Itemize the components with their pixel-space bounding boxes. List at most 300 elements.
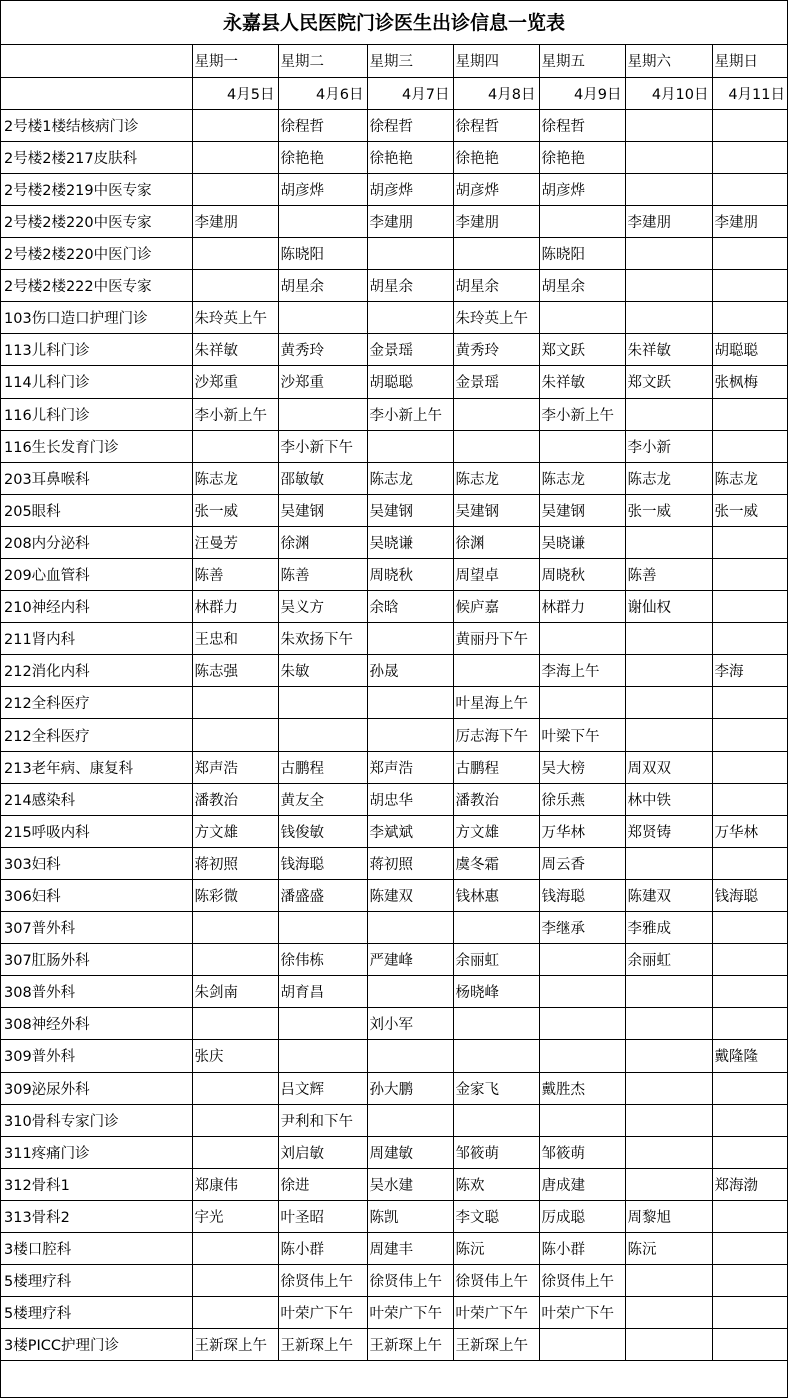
doctor-cell: 戴胜杰 <box>539 1072 625 1104</box>
doctor-cell: 吕文辉 <box>278 1072 367 1104</box>
doctor-cell: 陈沅 <box>625 1232 712 1264</box>
doctor-cell <box>539 302 625 334</box>
doctor-cell: 沙郑重 <box>192 366 278 398</box>
doctor-cell: 周建敏 <box>367 1136 453 1168</box>
table-row <box>1 1297 788 1329</box>
doctor-cell: 候庐嘉 <box>453 591 539 623</box>
doctor-cell: 金家飞 <box>453 1072 539 1104</box>
doctor-cell: 徐渊 <box>278 526 367 558</box>
doctor-cell: 李海 <box>712 655 788 687</box>
doctor-cell: 叶梁下午 <box>539 719 625 751</box>
doctor-cell: 周黎旭 <box>625 1200 712 1232</box>
doctor-cell: 陈小群 <box>278 1232 367 1264</box>
doctor-cell: 李建朋 <box>712 205 788 237</box>
doctor-cell <box>278 1040 367 1072</box>
doctor-cell <box>453 238 539 270</box>
doctor-cell <box>453 912 539 944</box>
doctor-cell: 徐贤伟上午 <box>539 1265 625 1297</box>
table-row <box>1 366 788 398</box>
doctor-cell: 叶星海上午 <box>453 687 539 719</box>
date-header-row <box>1 77 788 109</box>
doctor-cell: 朱祥敏 <box>625 334 712 366</box>
doctor-cell <box>278 398 367 430</box>
doctor-cell: 汪曼芳 <box>192 526 278 558</box>
doctor-cell <box>625 719 712 751</box>
date-header: 4月11日 <box>712 77 788 109</box>
doctor-cell: 吴建钢 <box>539 494 625 526</box>
doctor-cell <box>625 173 712 205</box>
doctor-cell: 徐伟栋 <box>278 944 367 976</box>
doctor-cell: 李建朋 <box>453 205 539 237</box>
doctor-cell: 沙郑重 <box>278 366 367 398</box>
table-row <box>1 751 788 783</box>
department-cell: 5楼理疗科 <box>1 1297 192 1329</box>
doctor-cell: 王新琛上午 <box>192 1329 278 1361</box>
department-cell: 116儿科门诊 <box>1 398 192 430</box>
doctor-cell: 林中铁 <box>625 783 712 815</box>
doctor-cell <box>625 655 712 687</box>
doctor-cell: 徐贤伟上午 <box>278 1265 367 1297</box>
doctor-cell <box>367 430 453 462</box>
doctor-cell: 陈晓阳 <box>278 238 367 270</box>
doctor-cell: 李雅成 <box>625 912 712 944</box>
doctor-cell: 邹筱萌 <box>453 1136 539 1168</box>
doctor-cell: 周双双 <box>625 751 712 783</box>
department-cell: 309普外科 <box>1 1040 192 1072</box>
doctor-cell <box>539 205 625 237</box>
table-row <box>1 334 788 366</box>
doctor-cell: 陈沅 <box>453 1232 539 1264</box>
doctor-cell: 吴晓谦 <box>367 526 453 558</box>
doctor-cell: 徐艳艳 <box>539 141 625 173</box>
doctor-cell: 李小新上午 <box>367 398 453 430</box>
doctor-cell: 谢仙权 <box>625 591 712 623</box>
doctor-cell: 陈志龙 <box>712 462 788 494</box>
table-row <box>1 109 788 141</box>
doctor-cell <box>192 1265 278 1297</box>
doctor-cell: 徐贤伟上午 <box>367 1265 453 1297</box>
doctor-cell: 张枫梅 <box>712 366 788 398</box>
doctor-cell: 徐程哲 <box>367 109 453 141</box>
doctor-cell <box>192 1232 278 1264</box>
department-cell: 215呼吸内科 <box>1 815 192 847</box>
doctor-cell: 郑海渤 <box>712 1168 788 1200</box>
doctor-cell: 潘教治 <box>453 783 539 815</box>
doctor-cell: 杨晓峰 <box>453 976 539 1008</box>
department-cell: 2号楼2楼219中医专家 <box>1 173 192 205</box>
doctor-cell <box>712 751 788 783</box>
doctor-cell: 方文雄 <box>453 815 539 847</box>
doctor-cell: 孙大鹏 <box>367 1072 453 1104</box>
doctor-cell: 黄丽丹下午 <box>453 623 539 655</box>
date-header: 4月6日 <box>278 77 367 109</box>
doctor-cell: 钱海聪 <box>539 879 625 911</box>
doctor-cell <box>625 1008 712 1040</box>
table-row <box>1 173 788 205</box>
department-cell: 113儿科门诊 <box>1 334 192 366</box>
doctor-cell: 余丽虹 <box>453 944 539 976</box>
doctor-cell: 陈彩微 <box>192 879 278 911</box>
doctor-cell <box>367 238 453 270</box>
doctor-cell: 王新琛上午 <box>367 1329 453 1361</box>
doctor-cell: 邹筱萌 <box>539 1136 625 1168</box>
table-row <box>1 270 788 302</box>
doctor-cell: 宇光 <box>192 1200 278 1232</box>
date-header: 4月9日 <box>539 77 625 109</box>
doctor-cell <box>192 687 278 719</box>
doctor-cell <box>712 141 788 173</box>
table-row <box>1 559 788 591</box>
table-row <box>1 687 788 719</box>
doctor-cell: 陈建双 <box>367 879 453 911</box>
department-cell: 2号楼1楼结核病门诊 <box>1 109 192 141</box>
doctor-cell <box>278 687 367 719</box>
doctor-cell <box>712 783 788 815</box>
doctor-cell: 张庆 <box>192 1040 278 1072</box>
table-row <box>1 141 788 173</box>
weekday-header: 星期二 <box>278 45 367 77</box>
department-cell: 3楼PICC护理门诊 <box>1 1329 192 1361</box>
doctor-cell: 徐程哲 <box>539 109 625 141</box>
table-row <box>1 238 788 270</box>
table-row <box>1 1136 788 1168</box>
doctor-cell: 王忠和 <box>192 623 278 655</box>
doctor-cell: 陈志龙 <box>367 462 453 494</box>
department-cell: 116生长发育门诊 <box>1 430 192 462</box>
doctor-cell <box>192 912 278 944</box>
doctor-cell <box>625 1072 712 1104</box>
doctor-cell: 朱祥敏 <box>539 366 625 398</box>
doctor-cell: 钱海聪 <box>712 879 788 911</box>
doctor-cell: 胡星余 <box>278 270 367 302</box>
doctor-cell: 陈晓阳 <box>539 238 625 270</box>
header-corner <box>1 45 192 77</box>
doctor-cell <box>367 1040 453 1072</box>
doctor-cell <box>625 1297 712 1329</box>
doctor-cell: 古鹏程 <box>278 751 367 783</box>
doctor-cell: 厉成聪 <box>539 1200 625 1232</box>
department-cell: 209心血管科 <box>1 559 192 591</box>
doctor-cell: 吴建钢 <box>278 494 367 526</box>
doctor-cell: 李建朋 <box>625 205 712 237</box>
doctor-cell: 虞冬霜 <box>453 847 539 879</box>
doctor-cell: 周云香 <box>539 847 625 879</box>
doctor-cell <box>192 1297 278 1329</box>
doctor-cell <box>453 655 539 687</box>
table-row <box>1 1329 788 1361</box>
table-row <box>1 1104 788 1136</box>
date-header: 4月10日 <box>625 77 712 109</box>
doctor-cell: 徐程哲 <box>453 109 539 141</box>
doctor-cell: 周建丰 <box>367 1232 453 1264</box>
doctor-cell <box>192 1136 278 1168</box>
doctor-cell: 李小新上午 <box>192 398 278 430</box>
doctor-cell: 刘小军 <box>367 1008 453 1040</box>
doctor-cell: 胡聪聪 <box>367 366 453 398</box>
doctor-cell <box>539 687 625 719</box>
page-title: 永嘉县人民医院门诊医生出诊信息一览表 <box>1 1 787 45</box>
doctor-cell <box>625 1329 712 1361</box>
doctor-cell: 孙晟 <box>367 655 453 687</box>
doctor-cell <box>712 398 788 430</box>
doctor-cell: 陈欢 <box>453 1168 539 1200</box>
department-cell: 2号楼2楼220中医专家 <box>1 205 192 237</box>
doctor-cell: 余丽虹 <box>625 944 712 976</box>
doctor-cell: 朱祥敏 <box>192 334 278 366</box>
department-cell: 211肾内科 <box>1 623 192 655</box>
doctor-cell <box>453 1008 539 1040</box>
table-row <box>1 976 788 1008</box>
doctor-cell <box>712 1072 788 1104</box>
doctor-cell: 张一威 <box>625 494 712 526</box>
doctor-cell <box>625 302 712 334</box>
doctor-cell <box>625 1104 712 1136</box>
doctor-cell <box>625 1265 712 1297</box>
department-cell: 2号楼2楼220中医门诊 <box>1 238 192 270</box>
doctor-cell: 李继承 <box>539 912 625 944</box>
doctor-cell <box>192 1072 278 1104</box>
weekday-header: 星期四 <box>453 45 539 77</box>
doctor-cell <box>712 976 788 1008</box>
doctor-cell: 胡聪聪 <box>712 334 788 366</box>
doctor-cell <box>712 430 788 462</box>
doctor-cell <box>539 430 625 462</box>
department-cell: 2号楼2楼217皮肤科 <box>1 141 192 173</box>
department-cell: 313骨科2 <box>1 1200 192 1232</box>
table-row <box>1 847 788 879</box>
date-header: 4月8日 <box>453 77 539 109</box>
department-cell: 307普外科 <box>1 912 192 944</box>
table-row <box>1 912 788 944</box>
doctor-cell: 胡星余 <box>367 270 453 302</box>
doctor-cell: 胡星余 <box>453 270 539 302</box>
doctor-cell: 李海上午 <box>539 655 625 687</box>
doctor-cell <box>453 398 539 430</box>
schedule-table <box>1 45 788 1361</box>
department-cell: 310骨科专家门诊 <box>1 1104 192 1136</box>
doctor-cell <box>625 526 712 558</box>
doctor-cell <box>712 1104 788 1136</box>
department-cell: 212全科医疗 <box>1 687 192 719</box>
doctor-cell <box>712 944 788 976</box>
doctor-cell: 尹利和下午 <box>278 1104 367 1136</box>
table-row <box>1 205 788 237</box>
doctor-cell <box>367 1104 453 1136</box>
doctor-cell: 方文雄 <box>192 815 278 847</box>
doctor-cell: 陈志龙 <box>192 462 278 494</box>
doctor-cell: 潘盛盛 <box>278 879 367 911</box>
doctor-cell <box>712 1265 788 1297</box>
doctor-cell <box>192 270 278 302</box>
doctor-cell <box>712 1329 788 1361</box>
doctor-cell: 刘启敏 <box>278 1136 367 1168</box>
doctor-cell: 蒋初照 <box>367 847 453 879</box>
header-corner <box>1 77 192 109</box>
doctor-cell <box>278 1008 367 1040</box>
doctor-cell <box>539 1040 625 1072</box>
doctor-cell: 徐进 <box>278 1168 367 1200</box>
doctor-cell <box>625 141 712 173</box>
doctor-cell: 朱剑南 <box>192 976 278 1008</box>
doctor-cell <box>712 623 788 655</box>
department-cell: 312骨科1 <box>1 1168 192 1200</box>
doctor-cell <box>712 302 788 334</box>
doctor-cell: 徐艳艳 <box>367 141 453 173</box>
doctor-cell <box>453 1104 539 1136</box>
doctor-cell <box>625 398 712 430</box>
doctor-cell: 黄友全 <box>278 783 367 815</box>
weekday-header: 星期五 <box>539 45 625 77</box>
doctor-cell <box>539 1104 625 1136</box>
doctor-cell <box>192 944 278 976</box>
doctor-cell: 胡忠华 <box>367 783 453 815</box>
department-cell: 208内分泌科 <box>1 526 192 558</box>
doctor-cell: 李小新上午 <box>539 398 625 430</box>
doctor-cell <box>625 1040 712 1072</box>
department-cell: 203耳鼻喉科 <box>1 462 192 494</box>
table-row <box>1 1232 788 1264</box>
department-cell: 212全科医疗 <box>1 719 192 751</box>
doctor-cell: 张一威 <box>192 494 278 526</box>
doctor-cell: 钱海聪 <box>278 847 367 879</box>
doctor-cell <box>712 1008 788 1040</box>
department-cell: 213老年病、康复科 <box>1 751 192 783</box>
doctor-cell: 陈善 <box>192 559 278 591</box>
department-cell: 103伤口造口护理门诊 <box>1 302 192 334</box>
doctor-cell: 林群力 <box>192 591 278 623</box>
doctor-cell <box>625 270 712 302</box>
table-row <box>1 719 788 751</box>
doctor-cell: 严建峰 <box>367 944 453 976</box>
weekday-header: 星期一 <box>192 45 278 77</box>
doctor-cell <box>712 1232 788 1264</box>
doctor-cell <box>367 719 453 751</box>
doctor-cell: 郑声浩 <box>367 751 453 783</box>
doctor-cell: 余晗 <box>367 591 453 623</box>
doctor-cell <box>712 912 788 944</box>
doctor-cell: 徐艳艳 <box>453 141 539 173</box>
doctor-cell: 胡彦烨 <box>453 173 539 205</box>
department-cell: 210神经内科 <box>1 591 192 623</box>
doctor-cell <box>278 912 367 944</box>
doctor-cell <box>192 719 278 751</box>
doctor-cell: 徐贤伟上午 <box>453 1265 539 1297</box>
table-row <box>1 1200 788 1232</box>
doctor-cell: 邵敏敏 <box>278 462 367 494</box>
table-row <box>1 302 788 334</box>
doctor-cell: 郑文跃 <box>539 334 625 366</box>
doctor-cell <box>712 687 788 719</box>
doctor-cell <box>625 1168 712 1200</box>
doctor-cell <box>278 302 367 334</box>
doctor-cell <box>367 976 453 1008</box>
doctor-cell <box>539 976 625 1008</box>
doctor-cell: 蒋初照 <box>192 847 278 879</box>
doctor-cell: 李小新 <box>625 430 712 462</box>
doctor-cell: 古鹏程 <box>453 751 539 783</box>
table-row <box>1 655 788 687</box>
doctor-cell: 郑文跃 <box>625 366 712 398</box>
doctor-cell: 陈善 <box>625 559 712 591</box>
doctor-cell: 黄秀玲 <box>278 334 367 366</box>
doctor-cell: 吴水建 <box>367 1168 453 1200</box>
doctor-cell <box>712 559 788 591</box>
doctor-cell: 钱俊敏 <box>278 815 367 847</box>
doctor-cell <box>192 430 278 462</box>
doctor-cell <box>539 1329 625 1361</box>
doctor-cell: 万华林 <box>539 815 625 847</box>
doctor-cell <box>192 238 278 270</box>
doctor-cell <box>192 1008 278 1040</box>
doctor-cell <box>712 1136 788 1168</box>
doctor-cell: 林群力 <box>539 591 625 623</box>
department-cell: 303妇科 <box>1 847 192 879</box>
table-row <box>1 1040 788 1072</box>
doctor-cell: 黄秀玲 <box>453 334 539 366</box>
doctor-cell <box>625 976 712 1008</box>
doctor-cell: 张一威 <box>712 494 788 526</box>
doctor-cell: 胡育昌 <box>278 976 367 1008</box>
department-cell: 308神经外科 <box>1 1008 192 1040</box>
doctor-cell: 李斌斌 <box>367 815 453 847</box>
doctor-cell: 陈志强 <box>192 655 278 687</box>
doctor-cell: 叶荣广下午 <box>539 1297 625 1329</box>
doctor-cell <box>712 591 788 623</box>
doctor-cell: 戴隆隆 <box>712 1040 788 1072</box>
doctor-cell <box>367 687 453 719</box>
department-cell: 205眼科 <box>1 494 192 526</box>
doctor-cell: 郑声浩 <box>192 751 278 783</box>
department-cell: 308普外科 <box>1 976 192 1008</box>
doctor-cell: 叶圣昭 <box>278 1200 367 1232</box>
doctor-cell <box>712 1200 788 1232</box>
doctor-cell <box>367 912 453 944</box>
table-row <box>1 1072 788 1104</box>
doctor-cell <box>192 141 278 173</box>
doctor-cell <box>192 173 278 205</box>
doctor-cell: 李建朋 <box>192 205 278 237</box>
doctor-cell: 叶荣广下午 <box>367 1297 453 1329</box>
doctor-cell: 胡彦烨 <box>539 173 625 205</box>
doctor-cell: 徐渊 <box>453 526 539 558</box>
department-cell: 309泌尿外科 <box>1 1072 192 1104</box>
table-row <box>1 398 788 430</box>
doctor-cell <box>625 1136 712 1168</box>
doctor-cell: 金景瑶 <box>453 366 539 398</box>
doctor-cell <box>539 1008 625 1040</box>
doctor-cell <box>712 526 788 558</box>
doctor-cell: 徐程哲 <box>278 109 367 141</box>
date-header: 4月5日 <box>192 77 278 109</box>
table-row <box>1 430 788 462</box>
table-row <box>1 462 788 494</box>
doctor-cell: 李小新下午 <box>278 430 367 462</box>
doctor-cell <box>712 719 788 751</box>
doctor-cell <box>625 847 712 879</box>
doctor-cell: 郑康伟 <box>192 1168 278 1200</box>
weekday-header: 星期日 <box>712 45 788 77</box>
department-cell: 5楼理疗科 <box>1 1265 192 1297</box>
doctor-cell: 朱玲英上午 <box>453 302 539 334</box>
doctor-cell: 万华林 <box>712 815 788 847</box>
doctor-cell: 叶荣广下午 <box>278 1297 367 1329</box>
doctor-cell: 叶荣广下午 <box>453 1297 539 1329</box>
table-row <box>1 526 788 558</box>
weekday-header: 星期三 <box>367 45 453 77</box>
department-cell: 214感染科 <box>1 783 192 815</box>
doctor-cell: 王新琛上午 <box>278 1329 367 1361</box>
department-cell: 3楼口腔科 <box>1 1232 192 1264</box>
